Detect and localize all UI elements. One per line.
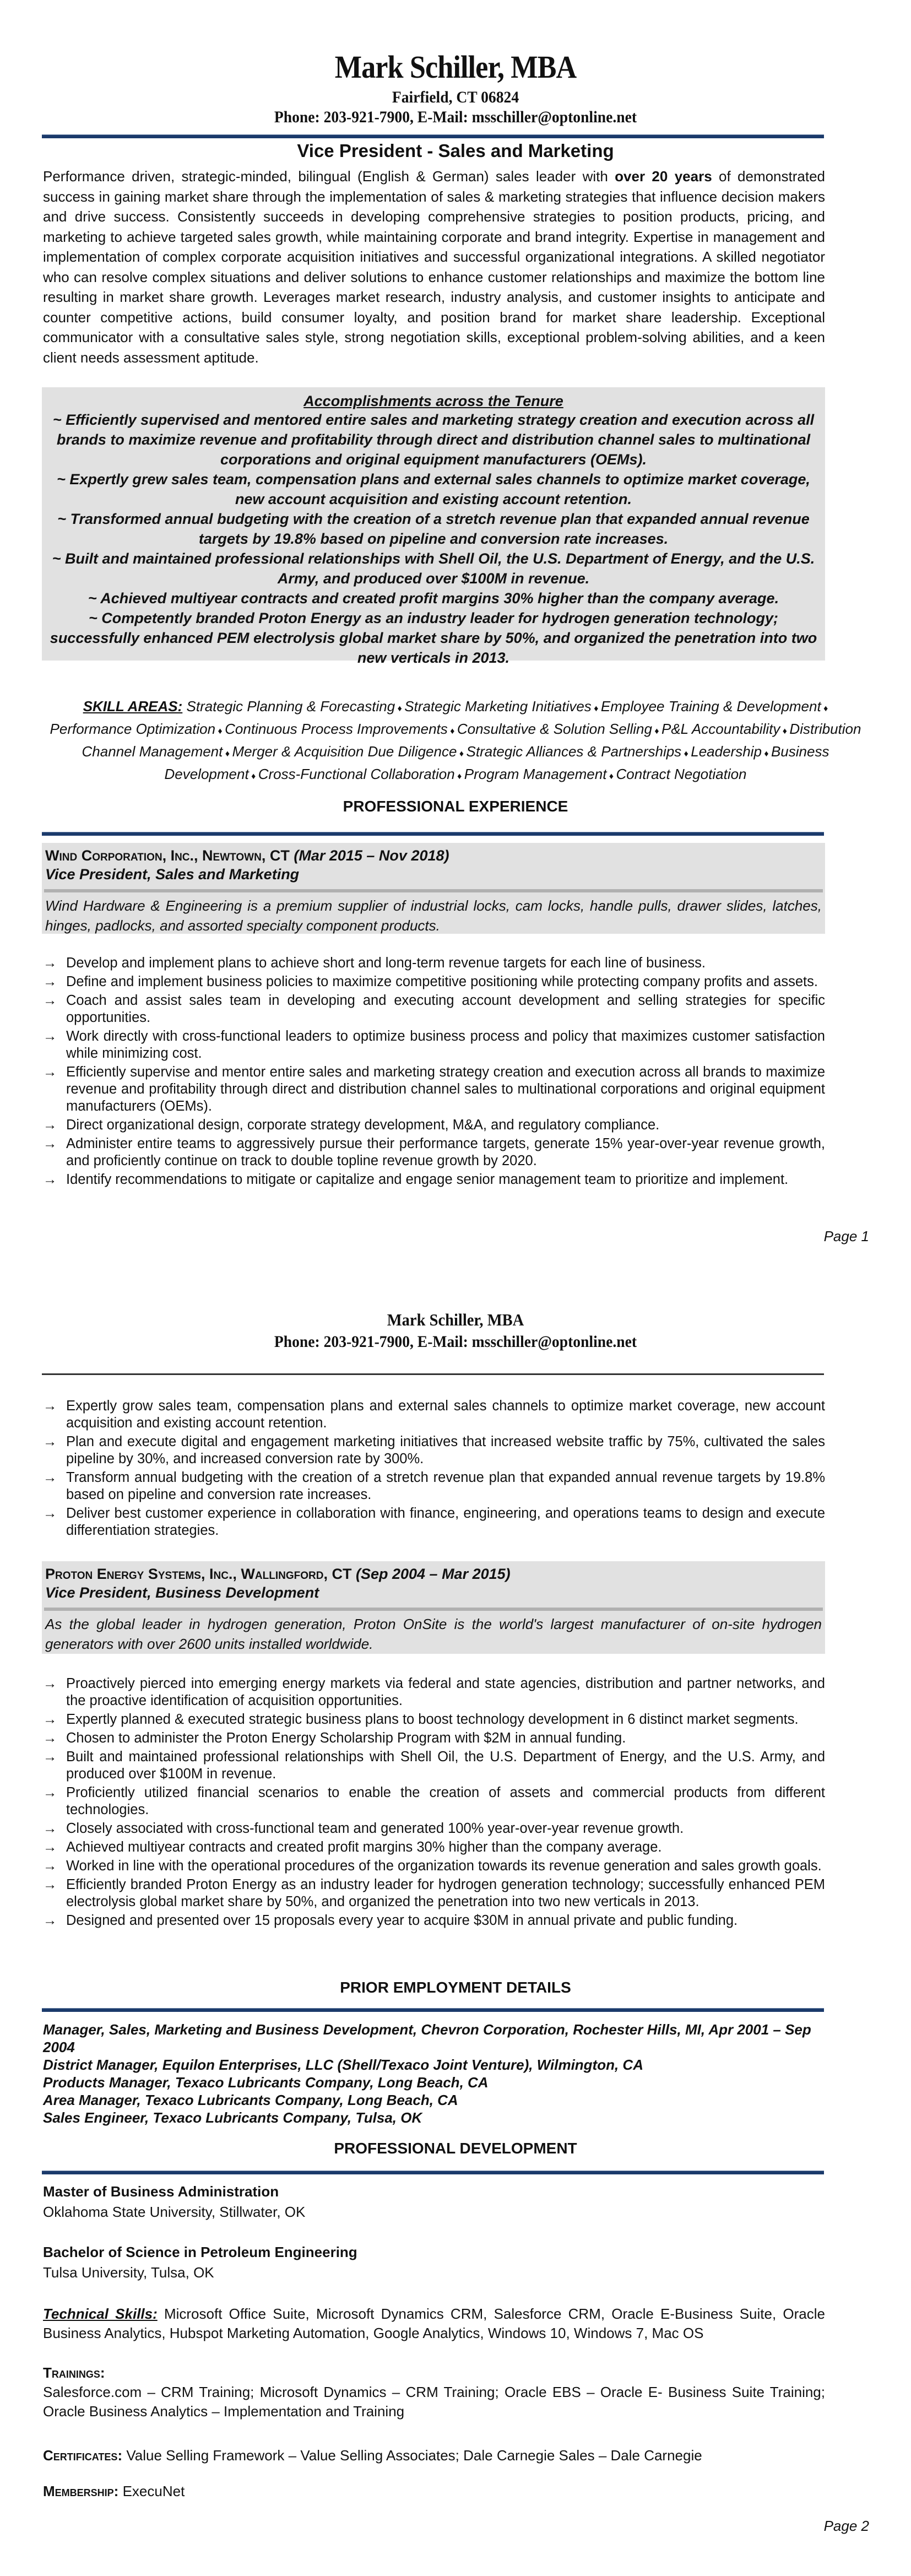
bullet-text: Develop and implement plans to achieve short and long-term revenue targets for each line of business. <box>66 955 706 971</box>
prior-employment-item: Products Manager, Texaco Lubricants Company, Long Beach, CA <box>43 2074 489 2091</box>
accomplishments-list <box>42 410 825 668</box>
diamond-separator-icon: ♦ <box>457 749 467 759</box>
skill-item: Contract Negotiation <box>616 766 747 782</box>
page2-header-rule <box>42 1373 824 1375</box>
diamond-separator-icon: ♦ <box>447 727 457 736</box>
school-osu: Oklahoma State University, Stillwater, OK <box>43 2204 306 2220</box>
accomplishment-item: ~ Built and maintained professional relationships with Shell Oil, the U.S. Department of Energy, and the U.S. Army, and produced over $100M in revenue. <box>52 550 815 587</box>
bullet-text: Define and implement business policies to maximize competitive positioning while protecting company profits and assets. <box>66 974 818 989</box>
bullet-item <box>43 1117 825 1134</box>
accomplishment-item: ~ Expertly grew sales team, compensation plans and external sales channels to optimize market coverage, new account acquisition and existing account retention. <box>57 471 810 507</box>
job1-header-box <box>42 843 825 934</box>
section-heading-prior: PRIOR EMPLOYMENT DETAILS <box>340 1979 571 1996</box>
section-heading-experience: PROFESSIONAL EXPERIENCE <box>343 798 568 815</box>
location: Fairfield, CT 06824 <box>392 88 519 106</box>
bullet-text: Expertly planned & executed strategic business plans to boost technology development in 6 distinct market segments. <box>66 1712 799 1727</box>
arrow-right-icon: → <box>43 1064 57 1080</box>
job2-inner-rule <box>44 1608 823 1611</box>
accomplishment-item: ~ Efficiently supervised and mentored entire sales and marketing strategy creation and execution across all brands to maximize revenue and profitability through direct and distribution channel sales to multinational corporations and original equipment manufacturers (OEMs). <box>52 412 815 468</box>
skill-areas <box>50 696 861 787</box>
accomplishments-heading: Accomplishments across the Tenure <box>303 393 563 409</box>
bullet-text: Administer entire teams to aggressively pursue their performance targets, generate 15% year-over-year revenue growth, and proficiently continue on track to double topline revenue growth by 2020. <box>66 1136 825 1168</box>
diamond-separator-icon: ♦ <box>606 772 616 781</box>
bullet-item <box>43 955 825 972</box>
bullet-item <box>43 1135 825 1170</box>
certificates-label: Certificates: <box>43 2447 123 2464</box>
bullet-item <box>43 1839 825 1856</box>
skill-item: Continuous Process Improvements <box>225 721 448 737</box>
arrow-right-icon: → <box>43 1506 57 1521</box>
page2-contact-line: Phone: 203-921-7900, E-Mail: msschiller@optonline.net <box>274 1333 637 1351</box>
page-number-2: Page 2 <box>823 2518 869 2534</box>
section-heading-development: PROFESSIONAL DEVELOPMENT <box>334 2140 577 2157</box>
skill-item: Cross-Functional Collaboration <box>258 766 455 782</box>
summary-text: Performance driven, strategic-minded, bilingual (English & German) sales leader with <box>43 168 615 185</box>
job2-description: As the global leader in hydrogen generation, Proton OnSite is the world's largest manufacturer of on-site hydrogen generators with over 2600 units installed worldwide. <box>45 1616 822 1652</box>
arrow-right-icon: → <box>43 1730 57 1746</box>
bullet-item <box>43 1469 825 1503</box>
bullet-item <box>43 1912 825 1929</box>
skill-item: Consultative & Solution Selling <box>457 721 652 737</box>
bullet-item <box>43 973 825 991</box>
diamond-separator-icon: ♦ <box>215 727 225 736</box>
accomplishment-item: ~ Transformed annual budgeting with the creation of a stretch revenue plan that expanded annual revenue targets by 19.8% based on pipeline and conversion rate increases. <box>57 511 810 547</box>
summary-text-rest: of demonstrated success in gaining market share through the implementation of sales & marketing strategies that influence decision makers and drive success. Consistently succeeds in developing comprehensive strategies to position products, pricing, and marketing to achieve targeted sales growth, while maintaining corporate and brand integrity. Expertise in management and implementation of complex corporate acquisition initiatives and successful organizational integrations. A skilled negotiator who can resolve complex situations and deliver solutions to enhance customer relationships and maximize the bottom line resulting in market share growth. Leverages market research, industry analysis, and customer insights to anticipate and counter competitive actions, build consumer loyalty, and position brand for market share leadership. Exceptional communicator with a consultative sales style, strong negotiation skills, exceptional problem-solving abilities, and a keen client needs assessment aptitude. <box>43 168 826 366</box>
bullet-item <box>43 1711 825 1728</box>
skill-item: Strategic Marketing Initiatives <box>404 698 592 715</box>
bullet-text: Built and maintained professional relationships with Shell Oil, the U.S. Department of Energy, and the U.S. Army, and produced over $100M in revenue. <box>66 1749 825 1782</box>
bullet-item <box>43 1730 825 1747</box>
arrow-right-icon: → <box>43 1749 57 1765</box>
job1-bullet-list <box>43 955 825 1190</box>
skill-item: Strategic Planning & Forecasting <box>186 698 395 715</box>
experience-rule <box>42 832 824 836</box>
bullet-text: Designed and presented over 15 proposals every year to acquire $30M in annual private and public funding. <box>66 1913 738 1928</box>
skill-item: Program Management <box>464 766 607 782</box>
job1-description: Wind Hardware & Engineering is a premium supplier of industrial locks, cam locks, handle pulls, drawer slides, latches, hinges, padlocks, and assorted specialty component products. <box>45 897 822 934</box>
diamond-separator-icon: ♦ <box>248 772 258 781</box>
job2-header <box>42 1561 825 1602</box>
membership <box>43 2482 825 2501</box>
bullet-item <box>43 1171 825 1188</box>
diamond-separator-icon: ♦ <box>223 749 232 759</box>
bullet-item <box>43 1064 825 1115</box>
bullet-item <box>43 1749 825 1783</box>
certificates-value: Value Selling Framework – Value Selling Associates; Dale Carnegie Sales – Dale Carnegie <box>122 2447 702 2464</box>
diamond-separator-icon: ♦ <box>395 704 405 713</box>
bullet-item <box>43 1784 825 1819</box>
school-tulsa: Tulsa University, Tulsa, OK <box>43 2264 214 2281</box>
arrow-right-icon: → <box>43 1136 57 1151</box>
bullet-text: Deliver best customer experience in collaboration with finance, engineering, and operations teams to design and execute differentiation strategies. <box>66 1506 825 1538</box>
bullet-item <box>43 1433 825 1468</box>
header-rule <box>42 134 824 138</box>
job2-dates: (Sep 2004 – Mar 2015) <box>355 1566 511 1582</box>
skill-item: Merger & Acquisition Due Diligence <box>232 743 457 760</box>
summary-paragraph <box>43 166 825 367</box>
contact-line: Phone: 203-921-7900, E-Mail: msschiller@optonline.net <box>274 108 637 126</box>
bullet-text: Transform annual budgeting with the creation of a stretch revenue plan that expanded annual revenue targets by 19.8% based on pipeline and conversion rate increases. <box>66 1470 825 1502</box>
accomplishment-item: ~ Competently branded Proton Energy as an industry leader for hydrogen generation technology; successfully enhanced PEM electrolysis global market share by 50%, and organized the penetration into two new verticals in 2013. <box>50 610 817 666</box>
bullet-text: Proficiently utilized financial scenarios to enable the creation of assets and commercial products from different technologies. <box>66 1785 825 1817</box>
skill-item: Business Development <box>164 743 829 782</box>
arrow-right-icon: → <box>43 1877 57 1892</box>
arrow-right-icon: → <box>43 1676 57 1691</box>
arrow-right-icon: → <box>43 1821 57 1836</box>
bullet-text: Efficiently supervise and mentor entire sales and marketing strategy creation and execution across all brands to maximize revenue and profitability through direct and distribution channel sales to multinational corporations and original equipment manufacturers (OEMs). <box>66 1064 825 1114</box>
diamond-separator-icon: ♦ <box>681 749 691 759</box>
trainings-label: Trainings: <box>43 2364 105 2381</box>
bullet-text: Work directly with cross-functional leaders to optimize business process and policy that maximizes customer satisfaction while minimizing cost. <box>66 1029 825 1061</box>
certificates <box>43 2446 825 2465</box>
bullet-text: Worked in line with the operational procedures of the organization towards its revenue generation and sales growth goals. <box>66 1858 822 1874</box>
bullet-text: Proactively pierced into emerging energy markets via federal and state agencies, distribution and partner networks, and the proactive identification of acquisition opportunities. <box>66 1676 825 1708</box>
diamond-separator-icon: ♦ <box>761 749 771 759</box>
bullet-text: Expertly grow sales team, compensation plans and external sales channels to optimize market coverage, new account acquisition and existing account retention. <box>66 1398 825 1431</box>
bullet-text: Chosen to administer the Proton Energy Scholarship Program with $2M in annual funding. <box>66 1730 626 1746</box>
prior-employment-list <box>43 2021 825 2126</box>
bullet-text: Coach and assist sales team in developing and executing account development and selling strategies for specific opportunities. <box>66 993 825 1025</box>
page-number-1: Page 1 <box>823 1228 869 1244</box>
accomplishments-box <box>42 387 825 666</box>
arrow-right-icon: → <box>43 1434 57 1449</box>
arrow-right-icon: → <box>43 974 57 989</box>
arrow-right-icon: → <box>43 955 57 971</box>
trainings <box>43 2363 825 2421</box>
skill-item: P&L Accountability <box>661 721 780 737</box>
job1-header <box>42 843 825 884</box>
bullet-text: Direct organizational design, corporate strategy development, M&A, and regulatory compliance. <box>66 1117 660 1133</box>
job2-bullet-list <box>43 1675 825 1931</box>
membership-value: ExecuNet <box>118 2483 185 2499</box>
summary-emphasis: over 20 years <box>615 168 712 185</box>
prior-rule <box>42 2008 824 2012</box>
skill-areas-label: SKILL AREAS: <box>83 698 183 715</box>
arrow-right-icon: → <box>43 1117 57 1133</box>
arrow-right-icon: → <box>43 1172 57 1187</box>
bullet-text: Achieved multiyear contracts and created profit margins 30% higher than the company average. <box>66 1839 662 1855</box>
bullet-item <box>43 1505 825 1539</box>
arrow-right-icon: → <box>43 1839 57 1855</box>
bullet-item <box>43 1028 825 1062</box>
skill-item: Strategic Alliances & Partnerships <box>466 743 682 760</box>
skill-item: Leadership <box>691 743 762 760</box>
technical-skills <box>43 2304 825 2343</box>
prior-employment-item: Area Manager, Texaco Lubricants Company, Long Beach, CA <box>43 2092 458 2108</box>
arrow-right-icon: → <box>43 1785 57 1800</box>
development-rule <box>42 2171 824 2174</box>
accomplishment-item: ~ Achieved multiyear contracts and created profit margins 30% higher than the company average. <box>88 590 779 607</box>
bullet-item <box>43 992 825 1026</box>
job1-company: Wind Corporation, Inc., Newtown, CT <box>45 847 290 864</box>
job1-dates: (Mar 2015 – Nov 2018) <box>294 847 449 864</box>
arrow-right-icon: → <box>43 1858 57 1874</box>
bullet-item <box>43 1876 825 1911</box>
arrow-right-icon: → <box>43 1913 57 1928</box>
diamond-separator-icon: ♦ <box>821 704 828 713</box>
arrow-right-icon: → <box>43 1712 57 1727</box>
arrow-right-icon: → <box>43 1029 57 1044</box>
job1-title: Vice President, Sales and Marketing <box>45 866 300 883</box>
page2-name: Mark Schiller, MBA <box>387 1310 524 1329</box>
membership-label: Membership: <box>43 2483 119 2499</box>
target-title: Vice President - Sales and Marketing <box>297 140 614 161</box>
trainings-value: Salesforce.com – CRM Training; Microsoft Dynamics – CRM Training; Oracle EBS – Oracle E- Business Suite Training; Oracle Business Analytics – Implementation and Training <box>43 2384 825 2420</box>
technical-skills-label: Technical Skills: <box>43 2306 158 2322</box>
arrow-right-icon: → <box>43 1398 57 1414</box>
job1-inner-rule <box>44 889 823 892</box>
bullet-item <box>43 1858 825 1875</box>
bullet-text: Identify recommendations to mitigate or capitalize and engage senior management team to prioritize and implement. <box>66 1172 789 1187</box>
job1-continued-bullet-list <box>43 1398 825 1541</box>
arrow-right-icon: → <box>43 1470 57 1485</box>
technical-skills-value: Microsoft Office Suite, Microsoft Dynamics CRM, Salesforce CRM, Oracle E-Business Suite, Oracle Business Analytics, Hubspot Marketing Automation, Google Analytics, Windows 10, Windows 7, Mac OS <box>43 2306 825 2341</box>
arrow-right-icon: → <box>43 993 57 1008</box>
skill-item: Employee Training & Development <box>600 698 821 715</box>
job2-title: Vice President, Business Development <box>45 1584 319 1601</box>
resume-name: Mark Schiller, MBA <box>334 49 577 85</box>
bullet-item <box>43 1675 825 1709</box>
prior-employment-item: Sales Engineer, Texaco Lubricants Company, Tulsa, OK <box>43 2109 422 2126</box>
skill-item: Distribution Channel Management <box>82 721 861 760</box>
bullet-text: Closely associated with cross-functional team and generated 100% year-over-year revenue growth. <box>66 1821 684 1836</box>
bullet-item <box>43 1820 825 1837</box>
diamond-separator-icon: ♦ <box>591 704 601 713</box>
skill-item: Performance Optimization <box>50 721 216 737</box>
diamond-separator-icon: ♦ <box>652 727 661 736</box>
bullet-item <box>43 1398 825 1432</box>
job2-header-box <box>42 1561 825 1654</box>
degree-bs: Bachelor of Science in Petroleum Engineering <box>43 2244 357 2260</box>
prior-employment-item: Manager, Sales, Marketing and Business Development, Chevron Corporation, Rochester Hills, MI, Apr 2001 – Sep 2004 <box>43 2021 811 2055</box>
diamond-separator-icon: ♦ <box>780 727 790 736</box>
job2-company: Proton Energy Systems, Inc., Wallingford, CT <box>45 1566 352 1582</box>
degree-mba: Master of Business Administration <box>43 2183 279 2200</box>
bullet-text: Efficiently branded Proton Energy as an industry leader for hydrogen generation technology; successfully enhanced PEM electrolysis global market share by 50%, and organized the penetration into two new verticals in 2013. <box>66 1877 825 1909</box>
prior-employment-item: District Manager, Equilon Enterprises, LLC (Shell/Texaco Joint Venture), Wilmington, CA <box>43 2057 643 2073</box>
diamond-separator-icon: ♦ <box>454 772 464 781</box>
bullet-text: Plan and execute digital and engagement marketing initiatives that increased website traffic by 75%, cultivated the sales pipeline by 30%, and increased conversion rate by 300%. <box>66 1434 825 1466</box>
